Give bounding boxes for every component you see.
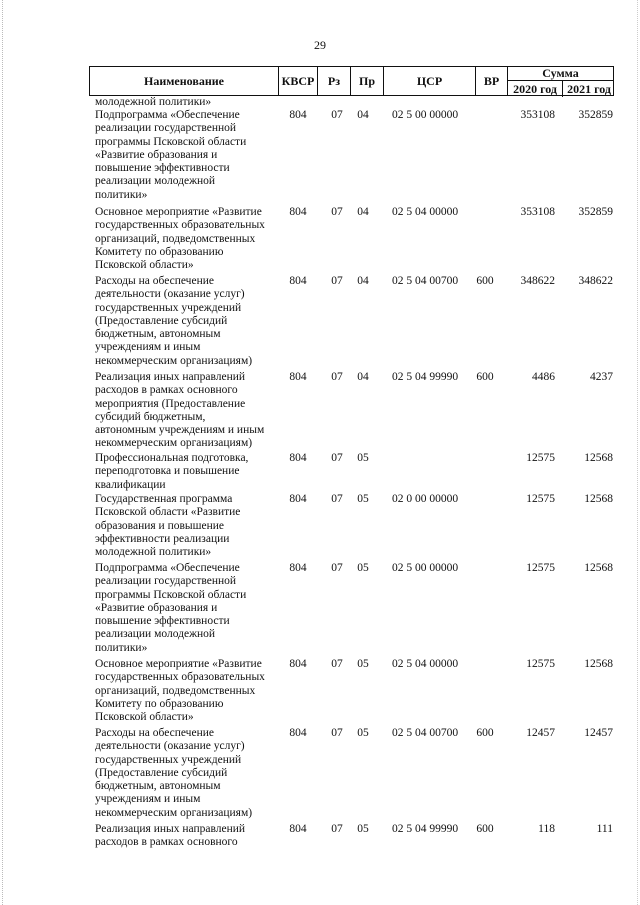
header-year-2020: 2020 год: [513, 81, 557, 96]
row-sum-2021: 12568: [584, 452, 613, 464]
row-csr: 02 5 00 00000: [391, 109, 459, 121]
scan-edge-right: [637, 0, 638, 905]
row-pr: 05: [357, 823, 369, 835]
header-pr: Пр: [350, 67, 383, 95]
row-sum-2021: 4237: [590, 371, 613, 383]
row-name: Реализация иных направлений расходов в рамках основного мероприятия (Предоставление субсидий бюджетным, автономным учреждениям и иным некоммерческим организациям): [95, 371, 265, 450]
row-rz: 07: [331, 109, 343, 121]
table-header: [89, 66, 614, 96]
row-rz: 07: [331, 452, 343, 464]
row-rz: 07: [331, 823, 343, 835]
row-kvsr: 804: [289, 658, 307, 670]
row-sum-2021: 12568: [584, 658, 613, 670]
row-sum-2020: 12457: [526, 727, 555, 739]
row-kvsr: 804: [289, 109, 307, 121]
row-sum-2021: 348622: [578, 275, 613, 287]
row-name: Основное мероприятие «Развитие государственных образовательных организаций, подведомственных Комитету по образованию Псковской области»: [95, 206, 265, 272]
row-name: Расходы на обеспечение деятельности (оказание услуг) государственных учреждений (Предоставление субсидий бюджетным, автономным учреждениям и иным некоммерческим организациям): [95, 727, 253, 819]
row-vr: 600: [476, 727, 494, 739]
row-csr: 02 5 04 00700: [391, 727, 459, 739]
row-sum-2021: 111: [596, 823, 613, 835]
row-sum-2021: 12457: [584, 727, 613, 739]
row-name: Подпрограмма «Обеспечение реализации государственной программы Псковской области «Развитие образования и повышение эффективности реализации молодежной политики»: [95, 109, 247, 201]
row-name: Расходы на обеспечение деятельности (оказание услуг) государственных учреждений (Предоставление субсидий бюджетным, автономным учреждениям и иным некоммерческим организациям): [95, 275, 253, 367]
row-csr: 02 5 04 00000: [391, 658, 459, 670]
row-csr: 02 5 04 99990: [391, 371, 459, 383]
row-kvsr: 804: [289, 452, 307, 464]
row-sum-2021: 352859: [578, 206, 613, 218]
row-name: Реализация иных направлений расходов в рамках основного: [95, 823, 246, 849]
row-csr: 02 5 04 99990: [391, 823, 459, 835]
header-vr: ВР: [475, 67, 507, 95]
row-pr: 05: [357, 452, 369, 464]
row-rz: 07: [331, 727, 343, 739]
row-pr: 05: [357, 493, 369, 505]
row-rz: 07: [331, 206, 343, 218]
row-kvsr: 804: [289, 493, 307, 505]
row-pr: 05: [357, 658, 369, 670]
header-name: Наименование: [144, 73, 224, 88]
row-sum-2020: 118: [538, 823, 555, 835]
row-rz: 07: [331, 493, 343, 505]
row-name: Профессиональная подготовка, переподготовка и повышение квалификации: [95, 452, 249, 491]
row-sum-2020: 353108: [520, 109, 555, 121]
row-sum-2020: 12575: [526, 493, 555, 505]
row-kvsr: 804: [289, 206, 307, 218]
row-kvsr: 804: [289, 727, 307, 739]
header-year-2021: 2021 год: [562, 81, 615, 97]
row-csr: 02 5 04 00000: [391, 206, 459, 218]
row-name: Подпрограмма «Обеспечение реализации государственной программы Псковской области «Развитие образования и повышение эффективности реализации молодежной политики»: [95, 562, 247, 654]
row-csr: 02 5 04 00700: [391, 275, 459, 287]
row-sum-2020: 348622: [520, 275, 555, 287]
row-pr: 04: [357, 275, 369, 287]
row-name: молодежной политики»: [95, 96, 212, 108]
header-summa: Сумма: [542, 66, 579, 80]
row-pr: 04: [357, 371, 369, 383]
row-sum-2020: 12575: [526, 452, 555, 464]
row-sum-2020: 353108: [520, 206, 555, 218]
row-csr: 02 0 00 00000: [391, 493, 459, 505]
scan-edge-left: [2, 0, 3, 905]
row-pr: 04: [357, 206, 369, 218]
row-vr: 600: [476, 275, 494, 287]
header-kvsr: КВСР: [278, 67, 317, 95]
row-pr: 05: [357, 727, 369, 739]
row-sum-2020: 12575: [526, 658, 555, 670]
header-csr: ЦСР: [383, 67, 475, 95]
row-sum-2021: 12568: [584, 493, 613, 505]
row-rz: 07: [331, 658, 343, 670]
row-sum-2021: 352859: [578, 109, 613, 121]
row-sum-2021: 12568: [584, 562, 613, 574]
row-pr: 04: [357, 109, 369, 121]
row-vr: 600: [476, 371, 494, 383]
header-summa-group: [507, 67, 613, 95]
row-kvsr: 804: [289, 562, 307, 574]
row-vr: 600: [476, 823, 494, 835]
row-sum-2020: 4486: [532, 371, 555, 383]
row-name: Основное мероприятие «Развитие государственных образовательных организаций, подведомственных Комитету по образованию Псковской области»: [95, 658, 265, 724]
row-sum-2020: 12575: [526, 562, 555, 574]
row-kvsr: 804: [289, 823, 307, 835]
row-kvsr: 804: [289, 275, 307, 287]
row-pr: 05: [357, 562, 369, 574]
header-rz: Рз: [317, 67, 350, 95]
row-kvsr: 804: [289, 371, 307, 383]
row-name: Государственная программа Псковской области «Развитие образования и повышение эффективности реализации молодежной политики»: [95, 493, 241, 559]
row-csr: 02 5 00 00000: [391, 562, 459, 574]
row-rz: 07: [331, 371, 343, 383]
row-rz: 07: [331, 562, 343, 574]
page-number: 29: [314, 38, 326, 52]
row-rz: 07: [331, 275, 343, 287]
